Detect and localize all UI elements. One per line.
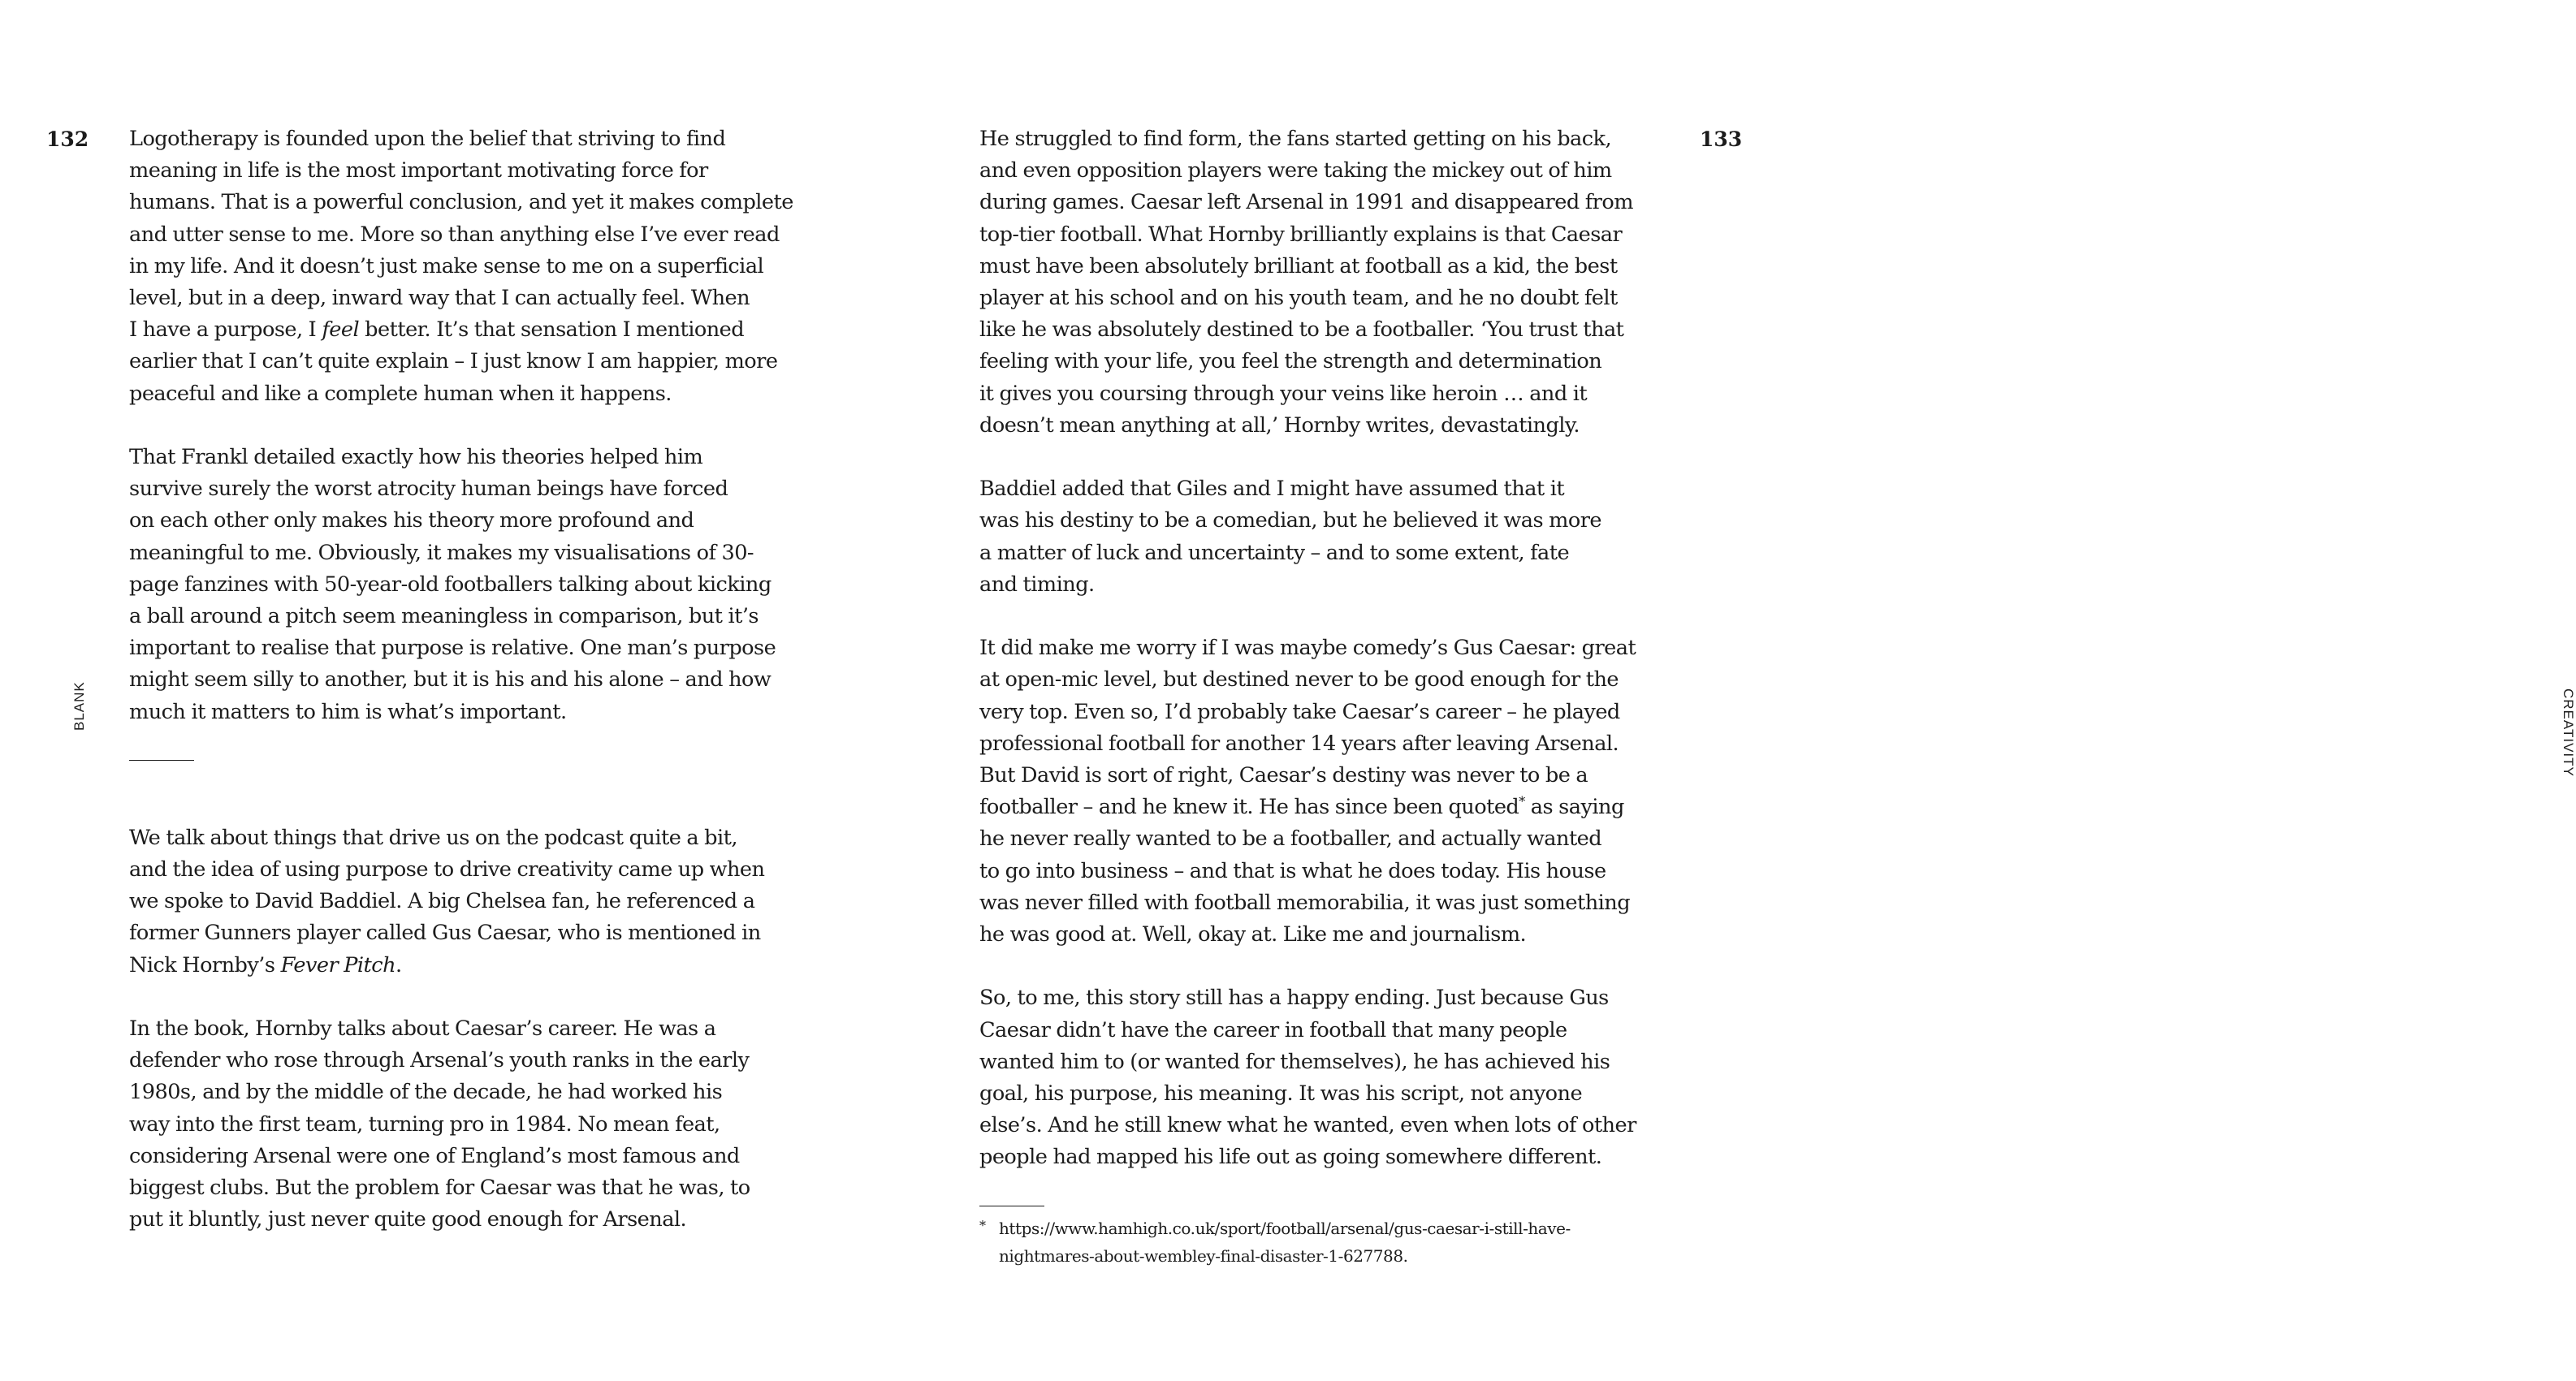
text-line: way into the first team, turning pro in 1984. No mean feat, bbox=[129, 1111, 720, 1137]
right-text-column bbox=[979, 123, 1662, 1301]
running-head-left: BLANK bbox=[71, 681, 87, 731]
text-line: meaningful to me. Obviously, it makes my visualisations of 30- bbox=[129, 540, 754, 565]
footnote-url-line[interactable]: https://www.hamhigh.co.uk/sport/football/arsenal/gus-caesar-i-still-have- bbox=[999, 1218, 1571, 1238]
text-line: like he was absolutely destined to be a footballer. ‘You trust that bbox=[979, 317, 1624, 343]
text-line: biggest clubs. But the problem for Caesar was that he was, to bbox=[129, 1176, 750, 1201]
text-line: player at his school and on his youth team, and he no doubt felt bbox=[979, 286, 1618, 311]
text-line: meaning in life is the most important motivating force for bbox=[129, 158, 708, 183]
left-page bbox=[0, 0, 883, 1381]
text-line: people had mapped his life out as going somewhere different. bbox=[979, 1145, 1602, 1170]
text-line: in my life. And it doesn’t just make sense to me on a superficial bbox=[129, 253, 764, 278]
text-line: earlier that I can’t quite explain – I just know I am happier, more bbox=[129, 349, 778, 374]
text-line: That Frankl detailed exactly how his theories helped him bbox=[129, 445, 703, 470]
text-line: But David is sort of right, Caesar’s destiny was never to be a bbox=[979, 763, 1588, 788]
text-line: We talk about things that drive us on the podcast quite a bit, bbox=[129, 825, 737, 850]
text-line: humans. That is a powerful conclusion, and yet it makes complete bbox=[129, 190, 793, 215]
text-line: It did make me worry if I was maybe comedy’s Gus Caesar: great bbox=[979, 636, 1636, 661]
paragraph bbox=[129, 822, 811, 982]
footnote-marker: * bbox=[979, 1217, 986, 1233]
text-run: Nick Hornby’s bbox=[129, 952, 281, 977]
text-line: and the idea of using purpose to drive creativity came up when bbox=[129, 857, 765, 883]
text-line: considering Arsenal were one of England’s most famous and bbox=[129, 1143, 740, 1168]
paragraph bbox=[979, 632, 1662, 951]
text-run: . bbox=[395, 952, 402, 977]
running-head-right: CREATIVITY bbox=[2561, 688, 2576, 777]
text-line: 1980s, and by the middle of the decade, he had worked his bbox=[129, 1080, 723, 1105]
text-line: wanted him to (or wanted for themselves), he has achieved his bbox=[979, 1049, 1610, 1074]
text-line: doesn’t mean anything at all,’ Hornby writes, devastatingly. bbox=[979, 412, 1580, 438]
paragraph bbox=[129, 442, 811, 728]
text-line: survive surely the worst atrocity human beings have forced bbox=[129, 477, 728, 502]
text-line: goal, his purpose, his meaning. It was his script, not anyone bbox=[979, 1081, 1583, 1107]
text-line: peaceful and like a complete human when it happens. bbox=[129, 381, 672, 406]
text-line: might seem silly to another, but it is his and his alone – and how bbox=[129, 667, 772, 693]
text-run: I have a purpose, I bbox=[129, 317, 322, 343]
text-run: as saying bbox=[1524, 795, 1624, 820]
paragraph bbox=[129, 1013, 811, 1236]
text-line: defender who rose through Arsenal’s youth ranks in the early bbox=[129, 1048, 750, 1073]
text-run: footballer – and he knew it. He has since been quoted bbox=[979, 795, 1519, 820]
text-run: better. It’s that sensation I mentioned bbox=[359, 317, 745, 343]
text-line: we spoke to David Baddiel. A big Chelsea fan, he referenced a bbox=[129, 889, 755, 914]
text-line: much it matters to him is what’s important. bbox=[129, 699, 567, 724]
text-line: Caesar didn’t have the career in football that many people bbox=[979, 1017, 1567, 1042]
text-line: it gives you coursing through your veins like heroin … and it bbox=[979, 381, 1588, 406]
text-line: professional football for another 14 years after leaving Arsenal. bbox=[979, 731, 1619, 756]
text-line: former Gunners player called Gus Caesar, who is mentioned in bbox=[129, 921, 761, 946]
page-number-left: 132 bbox=[46, 127, 89, 151]
paragraph bbox=[979, 473, 1662, 601]
text-line: Logotherapy is founded upon the belief that striving to find bbox=[129, 127, 726, 151]
page-number-right: 133 bbox=[1700, 127, 1743, 151]
text-line: In the book, Hornby talks about Caesar’s career. He was a bbox=[129, 1016, 716, 1042]
text-line: during games. Caesar left Arsenal in 1991 and disappeared from bbox=[979, 190, 1633, 215]
paragraph bbox=[979, 982, 1662, 1173]
text-line: He struggled to find form, the fans started getting on his back, bbox=[979, 127, 1612, 151]
text-line: page fanzines with 50-year-old footballers talking about kicking bbox=[129, 572, 772, 597]
footnote-url-line[interactable]: nightmares-about-wembley-final-disaster-1-627788. bbox=[999, 1245, 1408, 1266]
text-line: must have been absolutely brilliant at football as a kid, the best bbox=[979, 253, 1618, 278]
text-line: very top. Even so, I’d probably take Caesar’s career – he played bbox=[979, 699, 1620, 724]
text-line: else’s. And he still knew what he wanted, even when lots of other bbox=[979, 1113, 1636, 1138]
text-line: top-tier football. What Hornby brilliantly explains is that Caesar bbox=[979, 222, 1623, 247]
text-line bbox=[129, 317, 744, 342]
text-line: he never really wanted to be a footballer, and actually wanted bbox=[979, 826, 1602, 852]
text-line: was his destiny to be a comedian, but he believed it was more bbox=[979, 508, 1601, 533]
text-line: put it bluntly, just never quite good enough for Arsenal. bbox=[129, 1207, 687, 1232]
left-text-column bbox=[129, 123, 811, 1236]
text-line: feeling with your life, you feel the strength and determination bbox=[979, 349, 1602, 374]
text-line bbox=[129, 953, 402, 977]
text-line bbox=[979, 795, 1624, 819]
text-line: on each other only makes his theory more profound and bbox=[129, 508, 694, 533]
text-line: a matter of luck and uncertainty – and to some extent, fate bbox=[979, 540, 1570, 565]
text-line: and timing. bbox=[979, 572, 1095, 597]
book-title-fever-pitch: Fever Pitch bbox=[280, 952, 396, 977]
text-line: was never filled with football memorabilia, it was just something bbox=[979, 890, 1631, 915]
text-line: Baddiel added that Giles and I might have assumed that it bbox=[979, 477, 1565, 502]
text-line: So, to me, this story still has a happy ending. Just because Gus bbox=[979, 986, 1609, 1011]
text-line: level, but in a deep, inward way that I can actually feel. When bbox=[129, 286, 750, 311]
text-line: to go into business – and that is what he does today. His house bbox=[979, 858, 1606, 883]
footnote-reference[interactable]: * bbox=[1519, 793, 1525, 809]
paragraph bbox=[979, 123, 1662, 442]
text-line: he was good at. Well, okay at. Like me and journalism. bbox=[979, 922, 1527, 947]
text-line: and utter sense to me. More so than anything else I’ve ever read bbox=[129, 222, 780, 247]
text-line: and even opposition players were taking the mickey out of him bbox=[979, 158, 1612, 183]
text-line: a ball around a pitch seem meaningless in comparison, but it’s bbox=[129, 604, 759, 629]
section-divider bbox=[129, 760, 194, 761]
paragraph bbox=[129, 123, 811, 410]
emphasis-feel: feel bbox=[322, 317, 360, 343]
text-line: at open-mic level, but destined never to be good enough for the bbox=[979, 667, 1619, 693]
text-line: important to realise that purpose is relative. One man’s purpose bbox=[129, 636, 776, 661]
footnote bbox=[979, 1215, 1657, 1270]
